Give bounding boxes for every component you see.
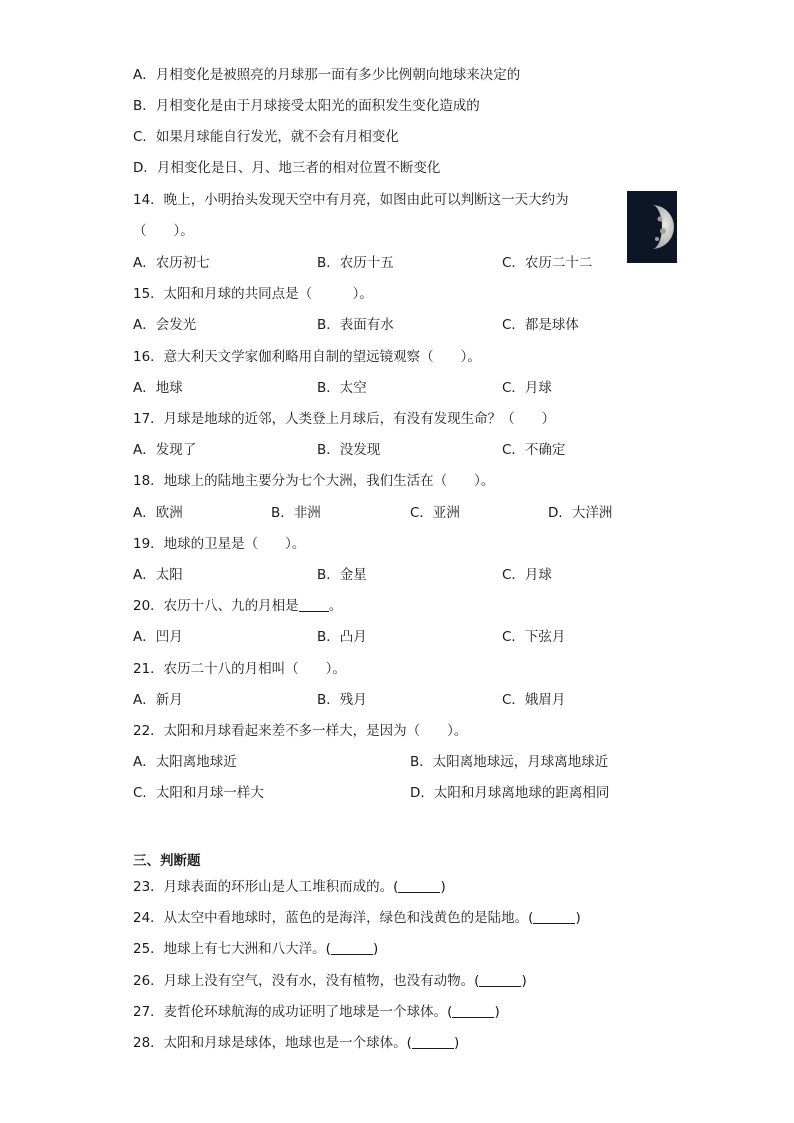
judge-item-25: [133, 940, 378, 958]
question-19-option-c[interactable]: C．月球: [502, 567, 552, 583]
question-22-option-a[interactable]: A．太阳离地球近: [133, 754, 237, 770]
question-18-option-d[interactable]: D．大洋洲: [548, 505, 613, 521]
question-21-stem: 21．农历二十八的月相叫（ ）。: [133, 661, 346, 677]
judge-item-23: [133, 878, 446, 896]
question-20-option-b[interactable]: B．凸月: [317, 629, 367, 645]
question-16-option-a[interactable]: A．地球: [133, 380, 183, 396]
judge-close: ): [521, 973, 527, 989]
judge-close: ): [372, 941, 379, 957]
question-14-paren: （ ）。: [133, 223, 194, 239]
judge-text: 25．地球上有七大洲和八大洋。(: [133, 941, 331, 957]
question-14-stem: 14．晚上，小明抬头发现天空中有月亮，如图由此可以判断这一天大约为: [133, 192, 569, 208]
question-17-option-b[interactable]: B．没发现: [317, 442, 381, 458]
judge-answer-blank[interactable]: [479, 973, 521, 987]
question-14-option-a[interactable]: A．农历初七: [133, 255, 210, 271]
question-17-option-a[interactable]: A．发现了: [133, 442, 197, 458]
judge-answer-blank[interactable]: [398, 879, 440, 893]
judge-item-27: [133, 1003, 500, 1021]
question-17-option-c[interactable]: C．不确定: [502, 442, 566, 458]
judge-text: 28．太阳和月球是球体，地球也是一个球体。(: [133, 1035, 412, 1051]
question-14-option-b[interactable]: B．农历十五: [317, 255, 394, 271]
judge-answer-blank[interactable]: [412, 1035, 454, 1049]
question-22-stem: 22．太阳和月球看起来差不多一样大，是因为（ ）。: [133, 723, 468, 739]
question-15-option-a[interactable]: A．会发光: [133, 317, 197, 333]
judge-text: 23．月球表面的环形山是人工堆积而成的。(: [133, 879, 399, 895]
question-20-stem-text: 20．农历十八、九的月相是: [133, 598, 299, 614]
judge-text: 26．月球上没有空气，没有水，没有植物，也没有动物。(: [133, 973, 480, 989]
question-18-stem: 18．地球上的陆地主要分为七个大洲，我们生活在（ ）。: [133, 473, 495, 489]
question-15-option-c[interactable]: C．都是球体: [502, 317, 579, 333]
judge-close: ): [494, 1004, 500, 1020]
judge-item-24: [133, 909, 581, 927]
question-19-option-a[interactable]: A．太阳: [133, 567, 183, 583]
question-16-stem: 16．意大利天文学家伽利略用自制的望远镜观察（ ）。: [133, 349, 481, 365]
judge-answer-blank[interactable]: [452, 1004, 494, 1018]
section-title: 三、判断题: [133, 853, 201, 869]
question-21-option-c[interactable]: C．娥眉月: [502, 692, 566, 708]
question-15-stem: 15．太阳和月球的共同点是（ ）。: [133, 286, 373, 302]
question-22-option-b[interactable]: B．太阳离地球远，月球离地球近: [410, 754, 609, 770]
option-line: B．月相变化是由于月球接受太阳光的面积发生变化造成的: [133, 98, 480, 114]
question-19-stem: 19．地球的卫星是（ ）。: [133, 536, 306, 552]
judge-answer-blank[interactable]: [533, 910, 575, 924]
judge-answer-blank[interactable]: [331, 941, 373, 955]
option-line: A．月相变化是被照亮的月球那一面有多少比例朝向地球来决定的: [133, 67, 521, 83]
question-22-option-c[interactable]: C．太阳和月球一样大: [133, 785, 264, 801]
question-22-option-d[interactable]: D．太阳和月球离地球的距离相同: [410, 785, 610, 801]
option-line: C．如果月球能自行发光，就不会有月相变化: [133, 129, 399, 145]
question-19-option-b[interactable]: B．金星: [317, 567, 367, 583]
judge-text: 27．麦哲伦环球航海的成功证明了地球是一个球体。(: [133, 1004, 453, 1020]
judge-item-26: [133, 972, 527, 990]
judge-close: ): [440, 879, 446, 895]
question-18-option-c[interactable]: C．亚洲: [410, 505, 460, 521]
question-20-option-c[interactable]: C．下弦月: [502, 629, 566, 645]
question-14-option-c[interactable]: C．农历二十二: [502, 255, 593, 271]
question-20-answer-blank[interactable]: [299, 598, 329, 612]
question-20-stem: [133, 597, 342, 615]
question-21-option-a[interactable]: A．新月: [133, 692, 183, 708]
question-16-option-b[interactable]: B．太空: [317, 380, 367, 396]
moon-photo-icon: [627, 191, 677, 263]
question-17-stem: 17．月球是地球的近邻，人类登上月球后，有没有发现生命？（ ）: [133, 411, 556, 427]
question-18-option-a[interactable]: A．欧洲: [133, 505, 183, 521]
option-line: D．月相变化是日、月、地三者的相对位置不断变化: [133, 160, 441, 176]
question-20-option-a[interactable]: A．凹月: [133, 629, 183, 645]
judge-close: ): [575, 910, 581, 926]
question-18-option-b[interactable]: B．非洲: [271, 505, 321, 521]
judge-close: ): [453, 1035, 460, 1051]
judge-text: 24．从太空中看地球时，蓝色的是海洋，绿色和浅黄色的是陆地。(: [133, 910, 534, 926]
question-16-option-c[interactable]: C．月球: [502, 380, 552, 396]
judge-item-28: [133, 1034, 459, 1052]
question-20-stem-end: 。: [328, 598, 343, 614]
question-21-option-b[interactable]: B．残月: [317, 692, 367, 708]
question-15-option-b[interactable]: B．表面有水: [317, 317, 394, 333]
